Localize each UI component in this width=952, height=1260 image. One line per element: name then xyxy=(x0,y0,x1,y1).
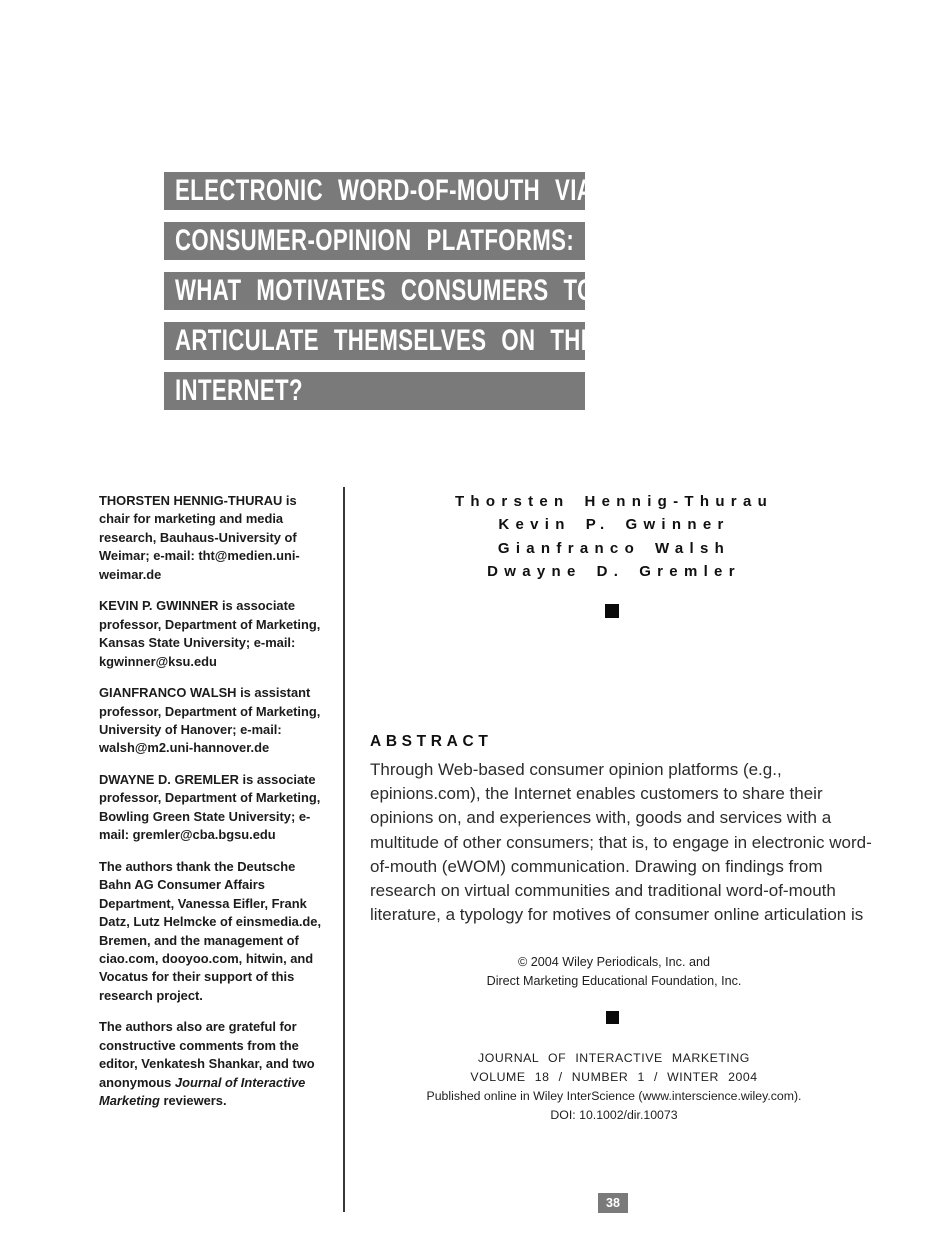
journal-imprint-line: Published online in Wiley InterScience (www.interscience.wiley.com). xyxy=(426,1089,802,1103)
title-bar xyxy=(164,172,594,210)
journal-imprint xyxy=(312,1049,916,1125)
author-name: Kevin P. Gwinner xyxy=(498,516,730,534)
bio-paragraph: THORSTEN HENNIG-THURAU is chair for marketing and media research, Bauhaus-University of Weimar; e-mail: tht@medien.uni-weimar.de xyxy=(99,493,300,582)
author-name: Gianfranco Walsh xyxy=(497,539,731,557)
title-line: INTERNET? xyxy=(175,374,303,407)
journal-imprint-line: VOLUME 18 / NUMBER 1 / WINTER 2004 xyxy=(470,1070,758,1084)
author-name: Dwayne D. Gremler xyxy=(487,562,741,580)
bio-paragraph: The authors thank the Deutsche Bahn AG Consumer Affairs Department, Vanessa Eifler, Frank Datz, Lutz Helmcke of einsmedia.de, Bremen, and the management of ciao.com, dooyoo.com, hitwin, and Vocatus for their support of this research project. xyxy=(99,858,322,1003)
article-title xyxy=(164,172,596,422)
title-line: WHAT MOTIVATES CONSUMERS TO xyxy=(175,274,595,307)
bio-paragraph: DWAYNE D. GREMLER is associate professor, Department of Marketing, Bowling Green State University; e-mail: gremler@cba.bgsu.edu xyxy=(99,771,321,843)
page-number-badge: 38 xyxy=(598,1193,628,1213)
title-bar xyxy=(164,272,595,310)
section-divider-square xyxy=(605,604,619,618)
title-bar xyxy=(164,322,596,360)
bio-paragraph: The authors also are grateful for constructive comments from the editor, Venkatesh Shankar, and two anonymous Journal of Interactive Marketing reviewers. xyxy=(99,1019,315,1109)
abstract-heading: ABSTRACT xyxy=(370,733,493,750)
copyright-line: Direct Marketing Educational Foundation, Inc. xyxy=(486,974,742,988)
title-line: ARTICULATE THEMSELVES ON THE xyxy=(175,324,596,357)
author-name: Thorsten Hennig-Thurau xyxy=(454,493,774,510)
copyright-line: © 2004 Wiley Periodicals, Inc. and xyxy=(518,955,710,969)
copyright-notice xyxy=(352,953,876,991)
journal-imprint-line: DOI: 10.1002/dir.10073 xyxy=(550,1108,678,1122)
author-name-list xyxy=(352,490,876,583)
section-divider-square xyxy=(606,1011,619,1024)
title-line: ELECTRONIC WORD-OF-MOUTH VIA xyxy=(175,174,594,207)
title-line: CONSUMER-OPINION PLATFORMS: xyxy=(175,224,575,257)
bio-paragraph: KEVIN P. GWINNER is associate professor, Department of Marketing, Kansas State University; e-mail: kgwinner@ksu.edu xyxy=(99,598,321,669)
title-bar xyxy=(164,372,585,410)
author-bios xyxy=(99,492,325,1124)
title-bar xyxy=(164,222,585,260)
bio-paragraph: GIANFRANCO WALSH is assistant professor, Department of Marketing, University of Hanover; e-mail: walsh@m2.uni-hannover.de xyxy=(99,685,321,756)
journal-imprint-line: JOURNAL OF INTERACTIVE MARKETING xyxy=(478,1051,750,1065)
abstract-text: Through Web-based consumer opinion platforms (e.g., epinions.com), the Internet enables customers to share their opinions on, and experiences with, goods and services with a multitude of other consumers; that is, to engage in electronic word-of-mouth (eWOM) communication. Drawing on findings from research on virtual communities and traditional word-of-mouth literature, a typology for motives of consumer online articulation is xyxy=(370,760,872,925)
